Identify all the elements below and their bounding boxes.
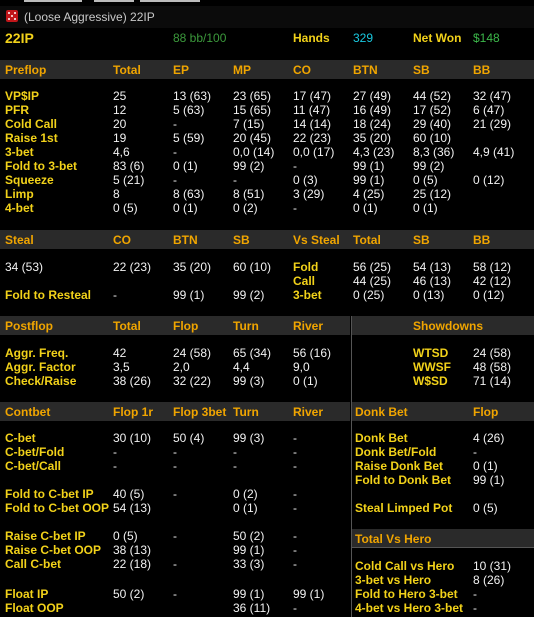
preflop-row-label: PFR [5, 103, 29, 117]
contbet-cell: - [173, 587, 177, 601]
postflop-cell: 99 (3) [233, 374, 265, 388]
showdowns-row-label: W$SD [413, 374, 448, 388]
postflop-cell: 32 (22) [173, 374, 212, 388]
preflop-cell: 8,3 (36) [413, 145, 455, 159]
preflop-cell: 4 (25) [353, 187, 385, 201]
preflop-cell: 12 [113, 103, 127, 117]
steal-cell: 0 (25) [353, 288, 385, 302]
showdowns-row-label: WWSF [413, 360, 451, 374]
preflop-cell: - [173, 173, 177, 187]
contbet-row-label: Float OOP [5, 601, 64, 615]
steal-cell: 99 (1) [173, 288, 205, 302]
postflop-header [0, 316, 350, 335]
preflop-cell: 4,3 (23) [353, 145, 395, 159]
vs-hero-cell: - [473, 601, 477, 615]
contbet-cell: 50 (2) [113, 587, 145, 601]
contbet-row-label: Float IP [5, 587, 49, 601]
preflop-cell: 13 (63) [173, 89, 212, 103]
preflop-cell: 99 (1) [353, 159, 385, 173]
postflop-cell: 42 [113, 346, 127, 360]
postflop-cell: 0 (1) [293, 374, 318, 388]
contbet-cell: 50 (4) [173, 431, 205, 445]
preflop-cell: - [293, 159, 297, 173]
postflop-cell: 4,4 [233, 360, 250, 374]
preflop-cell: 17 (52) [413, 103, 452, 117]
preflop-cell: - [293, 201, 297, 215]
vs-hero-header [352, 529, 534, 548]
steal-cell: 58 (12) [473, 260, 512, 274]
steal-cell: 34 (53) [5, 260, 44, 274]
preflop-cell: 25 (12) [413, 187, 452, 201]
contbet-cell: 36 (11) [233, 601, 271, 615]
contbet-row-label: Raise C-bet OOP [5, 543, 102, 557]
contbet-cell: 99 (1) [293, 587, 325, 601]
contbet-cell: - [293, 501, 297, 515]
contbet-col-header: Flop 1r [113, 405, 154, 419]
hands-label: Hands [293, 31, 330, 45]
preflop-cell: 5 (21) [113, 173, 145, 187]
preflop-cell: 8 (63) [173, 187, 205, 201]
postflop-cell: 65 (34) [233, 346, 272, 360]
preflop-cell: 0 (1) [173, 159, 198, 173]
donk-col-header: Donk Bet [355, 405, 408, 419]
steal-cell: 60 (10) [233, 260, 272, 274]
steal-col-header: Vs Steal [293, 233, 340, 247]
vs-hero-cell: - [473, 587, 477, 601]
section-divider [351, 316, 352, 617]
contbet-cell: 0 (5) [113, 529, 138, 543]
preflop-row-label: Fold to 3-bet [5, 159, 77, 173]
steal-row-label: Call [293, 274, 316, 288]
donk-cell: 4 (26) [473, 431, 505, 445]
preflop-cell: 0 (5) [113, 201, 138, 215]
contbet-cell: 22 (18) [113, 557, 152, 571]
preflop-row-label: VP$IP [5, 89, 40, 103]
preflop-cell: 8 (51) [233, 187, 265, 201]
contbet-cell: 54 (13) [113, 501, 152, 515]
donk-row-label: Raise Donk Bet [355, 459, 444, 473]
preflop-cell: 15 (65) [233, 103, 272, 117]
showdowns-cell: 71 (14) [473, 374, 512, 388]
section-divider [352, 547, 534, 548]
contbet-col-header: Turn [233, 405, 259, 419]
steal-header [0, 230, 534, 249]
preflop-cell: 0 (1) [353, 201, 378, 215]
postflop-col-header: Postflop [5, 319, 53, 333]
preflop-col-header: CO [293, 63, 311, 77]
steal-cell: 99 (2) [233, 288, 265, 302]
preflop-cell: 19 [113, 131, 127, 145]
contbet-cell: 50 (2) [233, 529, 265, 543]
postflop-row-label: Aggr. Freq. [5, 346, 69, 360]
preflop-cell: 0,0 (14) [233, 145, 275, 159]
preflop-cell: 35 (20) [353, 131, 392, 145]
preflop-cell: 99 (2) [233, 159, 265, 173]
contbet-row-label: Fold to C-bet OOP [5, 501, 109, 515]
contbet-row-label: Call C-bet [5, 557, 62, 571]
preflop-row-label: 4-bet [5, 201, 34, 215]
preflop-cell: 16 (49) [353, 103, 392, 117]
vs-hero-row-label: 4-bet vs Hero 3-bet [355, 601, 464, 615]
preflop-cell: - [233, 173, 237, 187]
steal-col-header: SB [413, 233, 430, 247]
vs-hero-col-header: Total Vs Hero [355, 532, 432, 546]
vs-hero-row-label: Fold to Hero 3-bet [355, 587, 458, 601]
contbet-cell: - [293, 601, 297, 615]
postflop-col-header: Flop [173, 319, 199, 333]
contbet-cell: - [293, 459, 297, 473]
preflop-cell: 0 (12) [473, 173, 505, 187]
steal-col-header: BTN [173, 233, 198, 247]
postflop-cell: 9,0 [293, 360, 310, 374]
steal-cell: - [113, 288, 117, 302]
title-bar[interactable] [0, 6, 534, 28]
postflop-cell: 38 (26) [113, 374, 152, 388]
preflop-cell: - [173, 117, 177, 131]
showdowns-cell: 48 (58) [473, 360, 512, 374]
donk-row-label: Fold to Donk Bet [355, 473, 451, 487]
preflop-cell: 29 (40) [413, 117, 452, 131]
preflop-cell: 7 (15) [233, 117, 265, 131]
preflop-col-header: BB [473, 63, 491, 77]
preflop-col-header: Total [113, 63, 141, 77]
player-name: 22IP [5, 30, 34, 46]
preflop-cell: 17 (47) [293, 89, 332, 103]
win-rate: 88 bb/100 [173, 31, 227, 45]
contbet-cell: - [173, 459, 177, 473]
contbet-cell: 30 (10) [113, 431, 152, 445]
net-won-value: $148 [473, 31, 500, 45]
preflop-cell: 20 [113, 117, 127, 131]
preflop-cell: 20 (45) [233, 131, 272, 145]
steal-cell: 54 (13) [413, 260, 452, 274]
preflop-cell: 32 (47) [473, 89, 512, 103]
contbet-cell: - [113, 459, 117, 473]
contbet-cell: - [293, 487, 297, 501]
donk-cell: - [473, 445, 477, 459]
steal-cell: 46 (13) [413, 274, 452, 288]
donk-row-label: Steal Limped Pot [355, 501, 453, 515]
preflop-cell: 3 (29) [293, 187, 325, 201]
donk-cell: 0 (5) [473, 501, 498, 515]
preflop-cell: 14 (14) [293, 117, 332, 131]
steal-cell: 35 (20) [173, 260, 212, 274]
preflop-cell: 0 (5) [413, 173, 438, 187]
preflop-cell: 44 (52) [413, 89, 452, 103]
contbet-cell: - [233, 459, 237, 473]
steal-row-label: 3-bet [293, 288, 322, 302]
preflop-col-header: EP [173, 63, 190, 77]
contbet-cell: 99 (1) [233, 587, 265, 601]
vs-hero-row-label: 3-bet vs Hero [355, 573, 432, 587]
preflop-row-label: Cold Call [5, 117, 58, 131]
steal-row-label: Fold to Resteal [5, 288, 92, 302]
postflop-cell: 2,0 [173, 360, 190, 374]
steal-col-header: BB [473, 233, 491, 247]
steal-cell: 22 (23) [113, 260, 152, 274]
window-title: (Loose Aggressive) 22IP [24, 10, 155, 24]
preflop-cell: 6 (47) [473, 103, 505, 117]
preflop-cell: 21 (29) [473, 117, 512, 131]
postflop-row-label: Check/Raise [5, 374, 77, 388]
contbet-cell: 33 (3) [233, 557, 265, 571]
preflop-cell: 0 (3) [293, 173, 318, 187]
preflop-cell: 99 (1) [353, 173, 385, 187]
contbet-row-label: C-bet [5, 431, 36, 445]
contbet-cell: - [293, 557, 297, 571]
contbet-row-label: C-bet/Fold [5, 445, 65, 459]
vs-hero-row-label: Cold Call vs Hero [355, 559, 455, 573]
preflop-cell: 23 (65) [233, 89, 272, 103]
contbet-cell: 0 (1) [233, 501, 258, 515]
showdowns-header [352, 316, 534, 335]
preflop-cell: 0 (2) [233, 201, 258, 215]
postflop-cell: 56 (16) [293, 346, 332, 360]
preflop-col-header: BTN [353, 63, 378, 77]
preflop-cell: 0 (1) [413, 201, 438, 215]
hands-count: 329 [353, 31, 374, 45]
contbet-row-label: C-bet/Call [5, 459, 62, 473]
preflop-row-label: Raise 1st [5, 131, 58, 145]
postflop-row-label: Aggr. Factor [5, 360, 76, 374]
steal-col-header: Steal [5, 233, 34, 247]
contbet-cell: - [293, 543, 297, 557]
preflop-cell: 83 (6) [113, 159, 145, 173]
preflop-cell: 25 [113, 89, 127, 103]
contbet-col-header: Flop 3bet [173, 405, 227, 419]
steal-cell: 42 (12) [473, 274, 512, 288]
preflop-col-header: MP [233, 63, 251, 77]
steal-cell: 0 (13) [413, 288, 445, 302]
showdowns-row-label: WTSD [413, 346, 449, 360]
contbet-cell: - [173, 557, 177, 571]
postflop-col-header: River [293, 319, 324, 333]
donk-row-label: Donk Bet [355, 431, 408, 445]
preflop-cell: 60 (10) [413, 131, 452, 145]
preflop-cell: 27 (49) [353, 89, 392, 103]
preflop-cell: 5 (63) [173, 103, 205, 117]
contbet-cell: - [173, 529, 177, 543]
contbet-row-label: Fold to C-bet IP [5, 487, 94, 501]
showdowns-col-header: Showdowns [413, 319, 483, 333]
steal-cell: 0 (12) [473, 288, 505, 302]
preflop-cell: 8 [113, 187, 120, 201]
preflop-row-label: Limp [5, 187, 34, 201]
player-summary [0, 28, 534, 48]
preflop-cell: - [173, 145, 177, 159]
steal-col-header: Total [353, 233, 381, 247]
preflop-col-header: Preflop [5, 63, 47, 77]
steal-row-label: Fold [293, 260, 319, 274]
preflop-cell: 0,0 (17) [293, 145, 335, 159]
preflop-header [0, 60, 534, 79]
preflop-cell: 11 (47) [293, 103, 331, 117]
donk-cell: 99 (1) [473, 473, 505, 487]
preflop-col-header: SB [413, 63, 430, 77]
vs-hero-cell: 10 (31) [473, 559, 512, 573]
preflop-cell: 4,6 [113, 145, 130, 159]
steal-col-header: CO [113, 233, 131, 247]
donk-header [352, 402, 534, 421]
contbet-header [0, 402, 350, 421]
steal-cell: 44 (25) [353, 274, 392, 288]
steal-col-header: SB [233, 233, 250, 247]
contbet-row-label: Raise C-bet IP [5, 529, 86, 543]
preflop-cell: 18 (24) [353, 117, 392, 131]
contbet-cell: - [173, 487, 177, 501]
postflop-cell: 3,5 [113, 360, 130, 374]
preflop-cell: 4,9 (41) [473, 145, 515, 159]
contbet-cell: 99 (3) [233, 431, 265, 445]
donk-col-header: Flop [473, 405, 499, 419]
contbet-cell: 0 (2) [233, 487, 258, 501]
steal-cell: 56 (25) [353, 260, 392, 274]
contbet-cell: - [293, 445, 297, 459]
contbet-cell: - [233, 445, 237, 459]
dice-icon [6, 10, 18, 22]
preflop-row-label: Squeeze [5, 173, 54, 187]
contbet-cell: - [293, 431, 297, 445]
contbet-col-header: River [293, 405, 324, 419]
postflop-col-header: Total [113, 319, 141, 333]
contbet-cell: - [113, 445, 117, 459]
preflop-row-label: 3-bet [5, 145, 34, 159]
contbet-cell: - [293, 529, 297, 543]
contbet-cell: - [173, 445, 177, 459]
donk-row-label: Donk Bet/Fold [355, 445, 437, 459]
postflop-cell: 24 (58) [173, 346, 212, 360]
postflop-col-header: Turn [233, 319, 259, 333]
donk-cell: 0 (1) [473, 459, 498, 473]
preflop-cell: 22 (23) [293, 131, 332, 145]
vs-hero-cell: 8 (26) [473, 573, 505, 587]
preflop-cell: 0 (1) [173, 201, 198, 215]
contbet-col-header: Contbet [5, 405, 51, 419]
contbet-cell: 40 (5) [113, 487, 145, 501]
contbet-cell: 38 (13) [113, 543, 152, 557]
showdowns-cell: 24 (58) [473, 346, 512, 360]
preflop-cell: 99 (2) [413, 159, 445, 173]
contbet-cell: 99 (1) [233, 543, 265, 557]
net-won-label: Net Won [413, 31, 462, 45]
preflop-cell: 5 (59) [173, 131, 205, 145]
